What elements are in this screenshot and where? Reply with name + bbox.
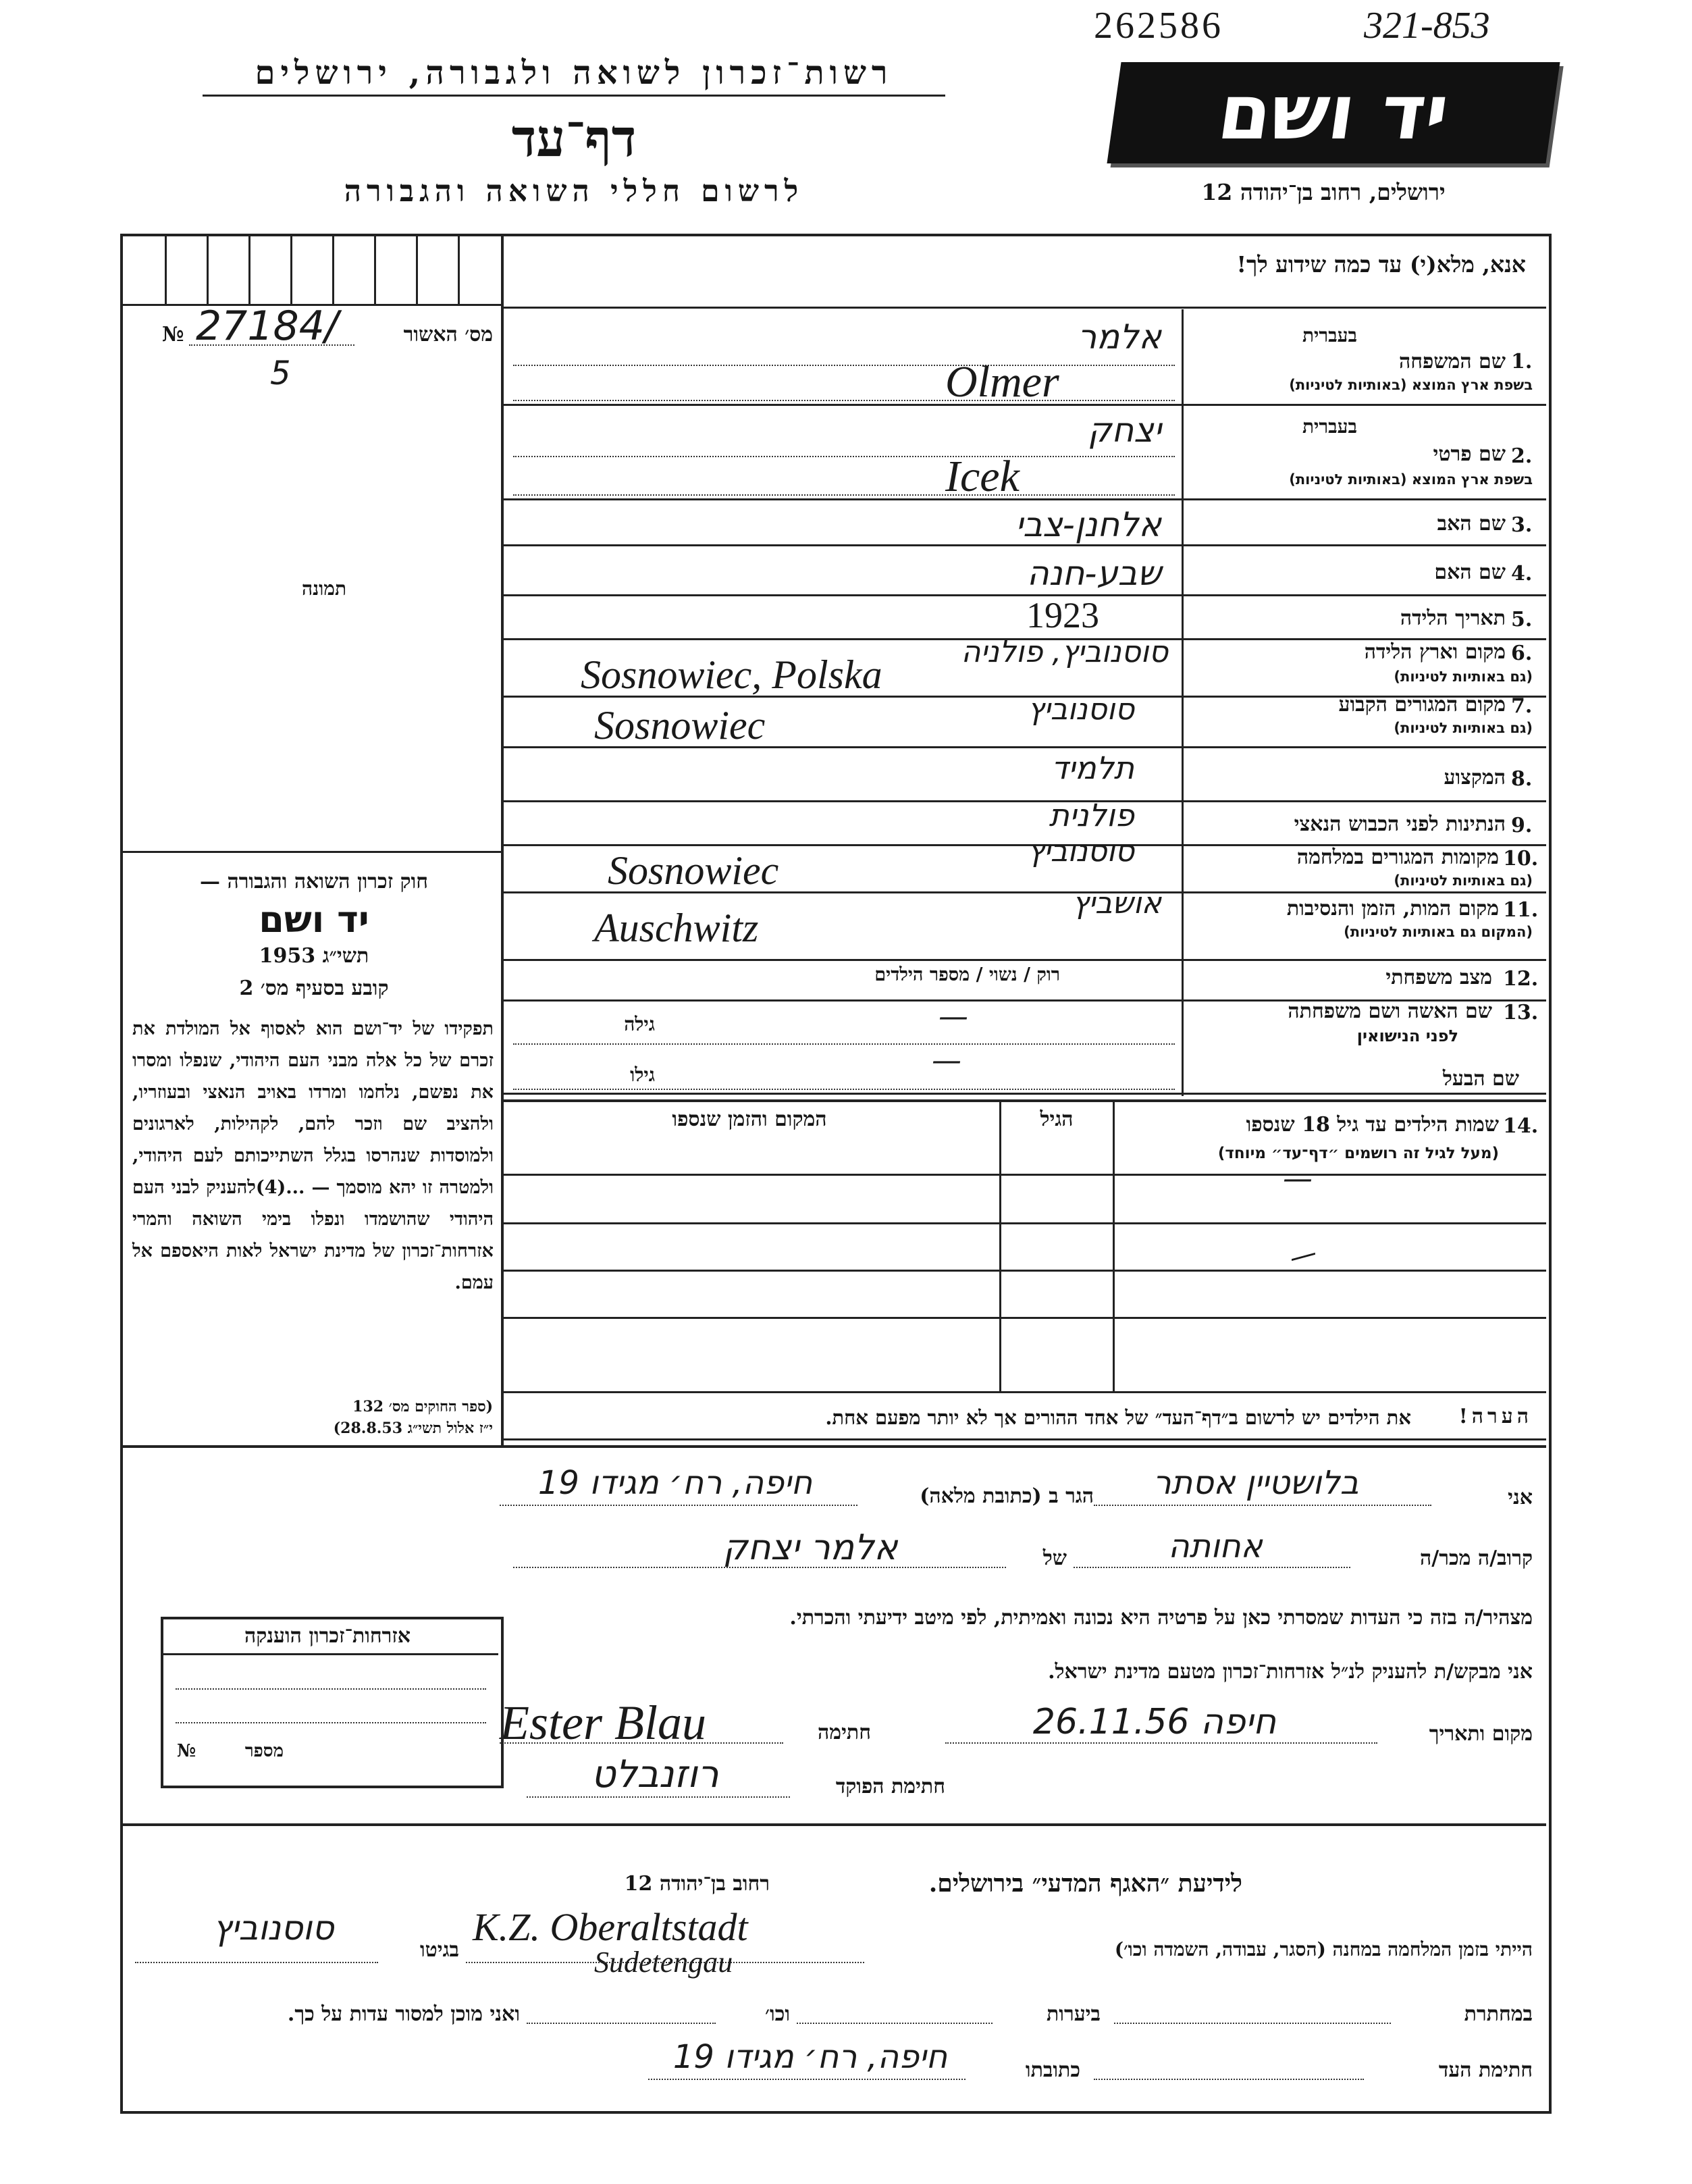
- field-9-value: פולנית: [1049, 797, 1134, 833]
- field-2-sub-hebrew: בעברית: [1302, 415, 1357, 438]
- field-4-value: שבע-חנה: [1026, 554, 1161, 593]
- approval-value: 27184/: [196, 303, 339, 350]
- decl-statement: מצהיר/ה בזה כי העדות שמסרתי כאן על פרטיה היא נכונה ואמיתית, לפי מיטב ידיעתי והכרתי.: [789, 1606, 1533, 1630]
- field-6-sub: (גם באותיות לטיניות): [1394, 669, 1533, 685]
- field-5-num: 5.: [1511, 608, 1533, 631]
- field-7-label: מקום המגורים הקבוע: [1338, 693, 1506, 717]
- field-4-num: 4.: [1511, 562, 1533, 586]
- dash-mark: —: [938, 999, 968, 1034]
- decl-of-value: אלמר יצחק: [722, 1528, 898, 1568]
- field-11-sub: (המקום גם באותיות לטיניות): [1344, 924, 1533, 940]
- children-col-1: [999, 1101, 1001, 1391]
- field-5-value: 1923: [1026, 595, 1099, 635]
- intro-row-border: [503, 307, 1546, 309]
- approval-label: מס׳ האשור: [403, 323, 493, 346]
- note-label: הערה!: [1458, 1405, 1533, 1428]
- field-11-latin-value: Auschwitz: [594, 906, 759, 950]
- field-1-hebrew-value: אלמר: [1077, 317, 1161, 357]
- children-row-1: [503, 1222, 1546, 1224]
- logo-text: יד ושם: [1213, 69, 1454, 157]
- field-8-num: 8.: [1511, 767, 1533, 791]
- decl-i-label: אני: [1508, 1486, 1533, 1509]
- field-11-hebrew-value: אושביץ: [1072, 886, 1161, 920]
- law-year: תשי״ג 1953: [259, 944, 369, 968]
- field-12-num: 12.: [1503, 967, 1539, 991]
- children-top: [503, 1099, 1546, 1102]
- etc-line: [527, 2023, 716, 2024]
- decl-of-label: של: [1042, 1546, 1067, 1570]
- etc-label: וכו׳: [765, 2002, 790, 2026]
- camp-value-2: Sudetengau: [594, 1946, 733, 1979]
- form-title: דף־עד: [511, 108, 637, 168]
- children-row-2: [503, 1270, 1546, 1272]
- citizenship-number-label: מספר: [244, 1741, 284, 1761]
- field-7-hebrew-value: סוסנוביץ: [1028, 692, 1134, 727]
- field-6-latin-value: Sosnowiec, Polska: [581, 652, 882, 697]
- field-6-num: 6.: [1511, 642, 1533, 665]
- child-dash-1: —: [1283, 1162, 1313, 1196]
- field-1-latin-value: Olmer: [945, 357, 1059, 407]
- field-1-label: שם המשפחה: [1398, 350, 1506, 373]
- witness-sig-line: [1094, 2079, 1364, 2080]
- children-col-2: [1113, 1101, 1115, 1391]
- field-6-label: מקום וארץ הלידה: [1364, 640, 1506, 664]
- ready-label: ואני מוכן למסור עדות על כך.: [287, 2002, 520, 2026]
- photo-label: תמונה: [301, 577, 347, 600]
- field-13-label: שם האשה ושם משפחתה: [1288, 999, 1492, 1023]
- field-5-label: תאריך הלידה: [1400, 606, 1506, 630]
- field-9-num: 9.: [1511, 814, 1533, 837]
- law-body: תפקידו של יד־ושם הוא לאסוף אל המולדת את זכרם של כל אלה מבני העם היהודי, שנפלו ומסרו את נפשם, נלחמו ומרדו באויב הנאצי ובעוזריו, ולהציב שם וזכר להם, לקהילות, לארגונים ולמוסדות שנהרסו בגלל השתייכותם לעם היהודי, ולמטרה זו יהא מוסמך — ...(4)להעניק לבני העם היהודי שהושמדו ונפלו בימי השואה והמרי אזרחות־זכרון של מדינת ישראל לאות היאספם אל עמם.: [132, 1018, 494, 1293]
- ghetto-label: בגיטו: [419, 1938, 459, 1962]
- address-line: ירושלים, רחוב בן־יהודה 12: [1201, 179, 1446, 205]
- husband-line: [513, 1089, 1175, 1090]
- law-clause: קובע בסעיף מס׳ 2: [239, 977, 389, 1000]
- decl-request: אני מבקש/ת להעניק לנ״ל אזרחות־זכרון מטעם מדינת ישראל.: [1048, 1660, 1533, 1684]
- approval-no-sign: №: [162, 323, 184, 346]
- underground-label: במחתרת: [1464, 2002, 1533, 2026]
- field-12-label: מצב משפחתי: [1385, 966, 1492, 989]
- field-2-label: שם פרטי: [1433, 442, 1506, 466]
- decl-signature-value: Ester Blau: [500, 1696, 706, 1750]
- left-column-divider: [501, 236, 504, 1445]
- intro-text: אנא, מלא(י) עד כמה שידוע לך!: [1236, 251, 1526, 278]
- label-column-divider: [1182, 309, 1184, 1096]
- dash-mark-2: —: [932, 1043, 961, 1078]
- decl-relation-line: [1074, 1567, 1350, 1568]
- field-2-line-b: [513, 494, 1175, 496]
- field-8-label: המקצוע: [1444, 766, 1506, 789]
- law-citation-1: (ספר החוקים מס׳ 132: [352, 1398, 493, 1415]
- field-7-num: 7.: [1511, 694, 1533, 718]
- forests-label: ביערות: [1046, 2002, 1101, 2026]
- child-dash-2: —: [1286, 1237, 1321, 1274]
- children-num: 14.: [1503, 1114, 1539, 1138]
- field-13-sub: לפני הנישואין: [1356, 1026, 1458, 1045]
- field-10-sub: (גם באותיות לטיניות): [1394, 873, 1533, 889]
- field-1-sub-hebrew: בעברית: [1302, 324, 1357, 346]
- row-border-13: [503, 1093, 1546, 1095]
- field-1-line-b: [513, 400, 1175, 401]
- husband-age-label: גילו: [630, 1064, 655, 1086]
- photo-box-bottom: [123, 851, 501, 853]
- law-title: חוק זכרון השואה והגבורה —: [200, 870, 428, 893]
- check-boxes: [123, 236, 501, 304]
- field-10-label: מקומות המגורים במלחמה: [1296, 846, 1499, 869]
- decl-address-value: חיפה, רח׳ מגידו 19: [537, 1464, 813, 1502]
- bottom-notice: לידיעת ״האגף המדעי״ בירושלים.: [928, 1869, 1242, 1898]
- field-3-label: שם האב: [1437, 512, 1506, 536]
- row-border-11: [503, 959, 1546, 961]
- law-citation-2: י״ז אלול תשי״ג 28.8.53): [333, 1420, 493, 1437]
- approval-sub: 5: [270, 355, 291, 392]
- citizenship-line-1: [176, 1688, 486, 1690]
- field-2-hebrew-value: יצחק: [1088, 411, 1161, 450]
- field-7-sub: (גם באותיות לטיניות): [1394, 720, 1533, 736]
- approval-dotted-line: [189, 344, 354, 346]
- ghetto-value: סוסנוביץ: [213, 1908, 334, 1948]
- camp-value: K.Z. Oberaltstadt: [473, 1905, 748, 1949]
- institution-name: רשות־זכרון לשואה ולגבורה, ירושלים: [255, 54, 893, 92]
- forests-line: [797, 2023, 993, 2024]
- citizenship-title: אזרחות־זכרון הוענקה: [244, 1624, 411, 1648]
- yad-vashem-logo: [1107, 62, 1560, 163]
- section-divider-1: [123, 1445, 1546, 1448]
- bottom-notice-address: רחוב בן־יהודה 12: [624, 1872, 770, 1896]
- address-value-bottom: חיפה, רח׳ מגידו 19: [672, 2038, 948, 2076]
- field-13-age-label: גילה: [624, 1013, 655, 1035]
- field-4-label: שם האם: [1434, 561, 1506, 584]
- field-11-label: מקום המות, הזמן והנסיבות: [1286, 897, 1499, 920]
- camp-label: הייתי בזמן המלחמה במחנה (הסגר, עבודה, השמדה וכו׳): [1114, 1938, 1533, 1960]
- decl-i-line: [1094, 1505, 1431, 1506]
- field-1-sub-latin: בשפת ארץ המוצא (באותיות לטיניות): [1289, 377, 1533, 393]
- field-1-num: 1.: [1511, 350, 1533, 373]
- note-text: את הילדים יש לרשום ב״דף־העד״ של אחד ההורים אך לא יותר מפעם אחת.: [825, 1406, 1411, 1429]
- witness-sig-label: חתימת העד: [1438, 2058, 1533, 2082]
- citizenship-number-sign: №: [177, 1741, 196, 1761]
- institution-underline: [203, 95, 945, 97]
- camp-line: [466, 1962, 864, 1963]
- children-header-age: הגיל: [1040, 1108, 1074, 1131]
- field-10-num: 10.: [1503, 847, 1539, 870]
- field-2-latin-value: Icek: [945, 452, 1020, 501]
- decl-place-date-value: חיפה 26.11.56: [1032, 1702, 1277, 1742]
- row-border-4: [503, 594, 1546, 596]
- field-9-label: הנתינות לפני הכבוש הנאצי: [1294, 812, 1506, 836]
- field-2-sub-latin: בשפת ארץ המוצא (באותיות לטיניות): [1289, 471, 1533, 488]
- decl-address-line: [500, 1505, 857, 1506]
- address-label-bottom: כתובתו: [1025, 2058, 1080, 2082]
- field-3-value: אלחנן-צבי: [1015, 505, 1161, 544]
- children-header-names: שמות הילדים עד גיל 18 שנספו: [1246, 1113, 1499, 1137]
- row-border-3: [503, 544, 1546, 546]
- decl-signature-line: [500, 1742, 783, 1744]
- husband-label: שם הבעל: [1442, 1067, 1519, 1091]
- children-header-place: המקום והזמן שנספו: [672, 1108, 827, 1131]
- field-13-num: 13.: [1503, 1001, 1539, 1024]
- children-row-3: [503, 1317, 1546, 1319]
- field-6-hebrew-value: סוסנוביץ, פולניה: [961, 635, 1168, 669]
- field-12-value: רוק / נשוי / מספר הילדים: [874, 964, 1060, 985]
- law-name: יד ושם: [259, 898, 369, 941]
- ghetto-line: [135, 1962, 378, 1963]
- field-2-line-a: [513, 456, 1175, 457]
- decl-place-date-line: [945, 1742, 1377, 1744]
- decl-place-date-label: מקום ותאריך: [1429, 1722, 1533, 1746]
- field-1-line-a: [513, 365, 1175, 366]
- form-subtitle: לרשום חללי השואה והגבורה: [344, 174, 804, 209]
- archive-serial: 262586: [1094, 5, 1223, 47]
- citizenship-title-line: [163, 1653, 498, 1655]
- children-row-4: [503, 1391, 1546, 1393]
- decl-officer-label: חתימת הפוקד: [835, 1775, 945, 1798]
- field-13-line: [513, 1043, 1175, 1045]
- decl-i-value: בלושטיין אסתר: [1153, 1464, 1359, 1502]
- decl-officer-line: [527, 1796, 790, 1798]
- decl-relation-value: אחותה: [1168, 1528, 1263, 1565]
- decl-resides-label: הגר ב (כתובת מלאה): [920, 1484, 1094, 1508]
- section-divider-2: [123, 1823, 1546, 1826]
- children-header-bottom: [503, 1174, 1546, 1176]
- row-border-2: [503, 498, 1546, 500]
- decl-officer-value: רוזנבלט: [591, 1752, 719, 1796]
- address-line-bottom: [648, 2079, 966, 2080]
- field-7-latin-value: Sosnowiec: [594, 703, 766, 748]
- children-header-note: (מעל לגיל זה רושמים ״דף־עד״ מיוחד): [1217, 1145, 1499, 1162]
- field-2-num: 2.: [1511, 444, 1533, 468]
- decl-relative-label: קרוב/ה מכר/ה: [1420, 1546, 1533, 1570]
- decl-signature-label: חתימה: [818, 1721, 871, 1744]
- field-10-latin-value: Sosnowiec: [608, 848, 779, 893]
- field-10-hebrew-value: סוסנוביץ: [1028, 834, 1134, 868]
- field-8-value: תלמיד: [1051, 750, 1134, 786]
- field-11-num: 11.: [1503, 898, 1539, 922]
- archive-ref: 321-853: [1364, 5, 1490, 47]
- citizenship-line-2: [176, 1722, 486, 1723]
- underground-line: [1114, 2023, 1391, 2024]
- decl-of-line: [513, 1567, 1006, 1568]
- note-border: [503, 1438, 1546, 1440]
- field-3-num: 3.: [1511, 513, 1533, 537]
